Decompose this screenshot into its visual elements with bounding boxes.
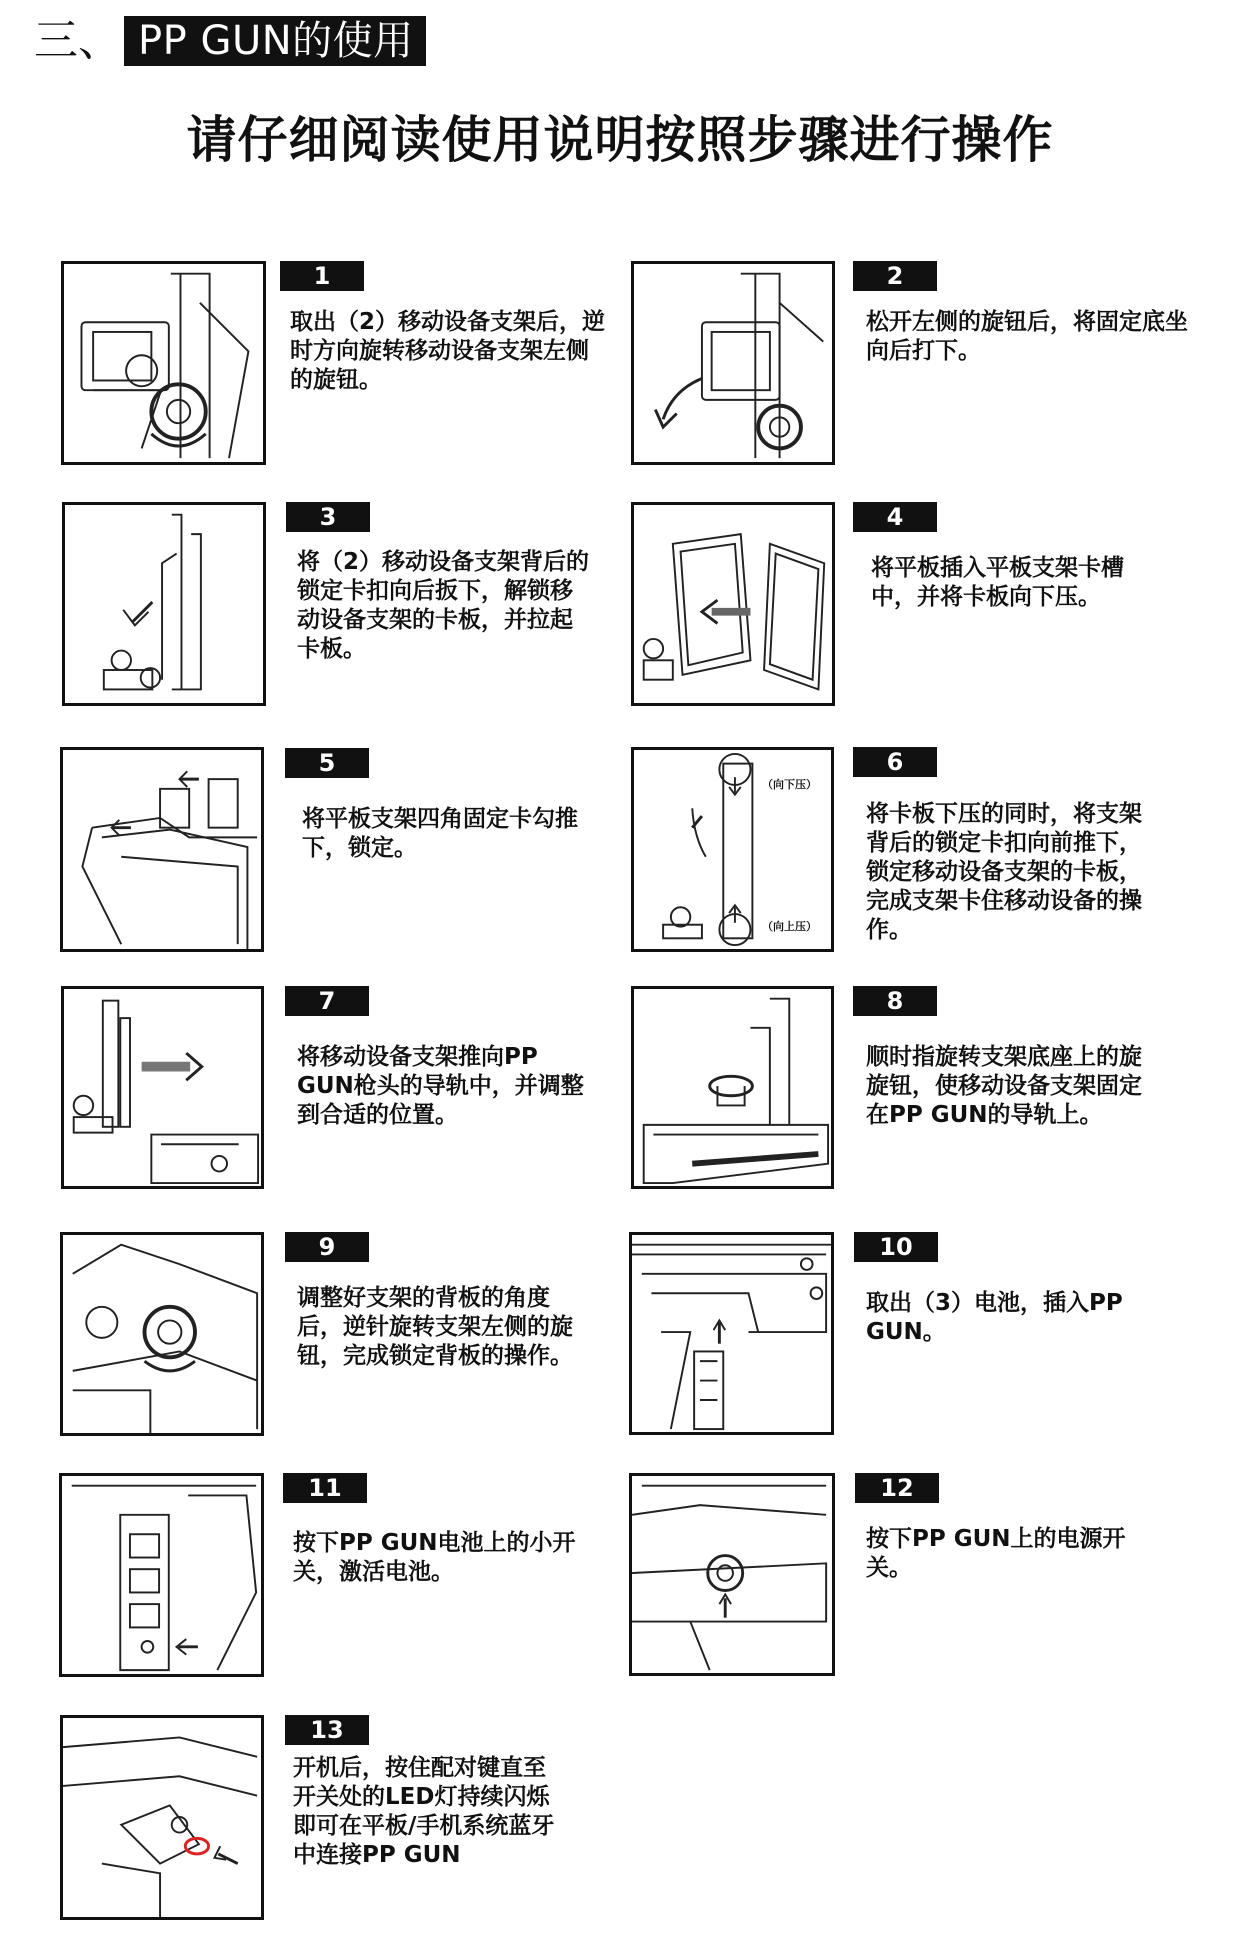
step-6-text: 将卡板下压的同时，将支架 背后的锁定卡扣向前推下， 锁定移动设备支架的卡板， 完成支架卡住移动设备的操 作。: [866, 801, 1142, 943]
step-8-number: 8: [853, 986, 937, 1016]
step-3-illustration: [62, 502, 266, 706]
page-subtitle: 请仔细阅读使用说明按照步骤进行操作: [186, 111, 1054, 169]
step-5-number: 5: [285, 748, 369, 778]
step-4-number: 4: [853, 502, 937, 532]
step-4-text: 将平板插入平板支架卡槽 中，并将卡板向下压。: [871, 555, 1124, 610]
step-8-text: 顺时指旋转支架底座上的旋 旋钮，使移动设备支架固定 在PP GUN的导轨上。: [866, 1044, 1142, 1128]
step-7-number: 7: [285, 986, 369, 1016]
step-9-illustration: [60, 1232, 264, 1436]
step-4-illustration: [631, 502, 835, 706]
step-2-text: 松开左侧的旋钮后，将固定底坐 向后打下。: [866, 309, 1188, 364]
step-6-number: 6: [853, 747, 937, 777]
step-11-number: 11: [283, 1473, 367, 1503]
step-13-number: 13: [285, 1715, 369, 1745]
step-13-illustration: [60, 1715, 264, 1920]
step-5-text: 将平板支架四角固定卡勾推 下，锁定。: [302, 806, 578, 861]
step-7-illustration: [61, 986, 264, 1189]
step-10-text: 取出（3）电池，插入PP GUN。: [866, 1290, 1123, 1345]
step-10-illustration: [629, 1232, 834, 1435]
step-1-illustration: [61, 261, 266, 465]
step-3-number: 3: [286, 502, 370, 532]
section-title: PP GUN的使用: [124, 16, 426, 66]
step-2-illustration: [631, 261, 835, 465]
step-9-number: 9: [285, 1232, 369, 1262]
step-13-text: 开机后，按住配对键直至 开关处的LED灯持续闪烁 即可在平板/手机系统蓝牙 中连接PP GUN: [293, 1755, 555, 1868]
step-7-text: 将移动设备支架推向PP GUN枪头的导轨中，并调整 到合适的位置。: [297, 1044, 584, 1128]
step-12-number: 12: [855, 1473, 939, 1503]
step-3-text: 将（2）移动设备支架背后的 锁定卡扣向后扳下，解锁移 动设备支架的卡板，并拉起 卡板。: [297, 549, 590, 662]
section-heading: [34, 16, 426, 66]
step-8-illustration: [631, 986, 834, 1189]
step-12-text: 按下PP GUN上的电源开 关。: [866, 1526, 1126, 1581]
step-6-callout-top: （向下压）: [762, 778, 817, 791]
step-2-number: 2: [853, 261, 937, 291]
step-11-illustration: [59, 1473, 264, 1677]
step-9-text: 调整好支架的背板的角度 后，逆针旋转支架左侧的旋 钮，完成锁定背板的操作。: [297, 1285, 573, 1369]
step-1-number: 1: [280, 261, 364, 291]
step-12-illustration: [629, 1473, 835, 1676]
step-6-callout-bottom: （向上压）: [762, 920, 817, 933]
section-number: 三、: [34, 15, 122, 66]
step-10-number: 10: [854, 1232, 938, 1262]
step-6-illustration: [631, 747, 834, 952]
step-1-text: 取出（2）移动设备支架后，逆 时方向旋转移动设备支架左侧 的旋钮。: [290, 309, 606, 393]
step-5-illustration: [60, 747, 264, 952]
step-11-text: 按下PP GUN电池上的小开 关，激活电池。: [293, 1530, 576, 1585]
